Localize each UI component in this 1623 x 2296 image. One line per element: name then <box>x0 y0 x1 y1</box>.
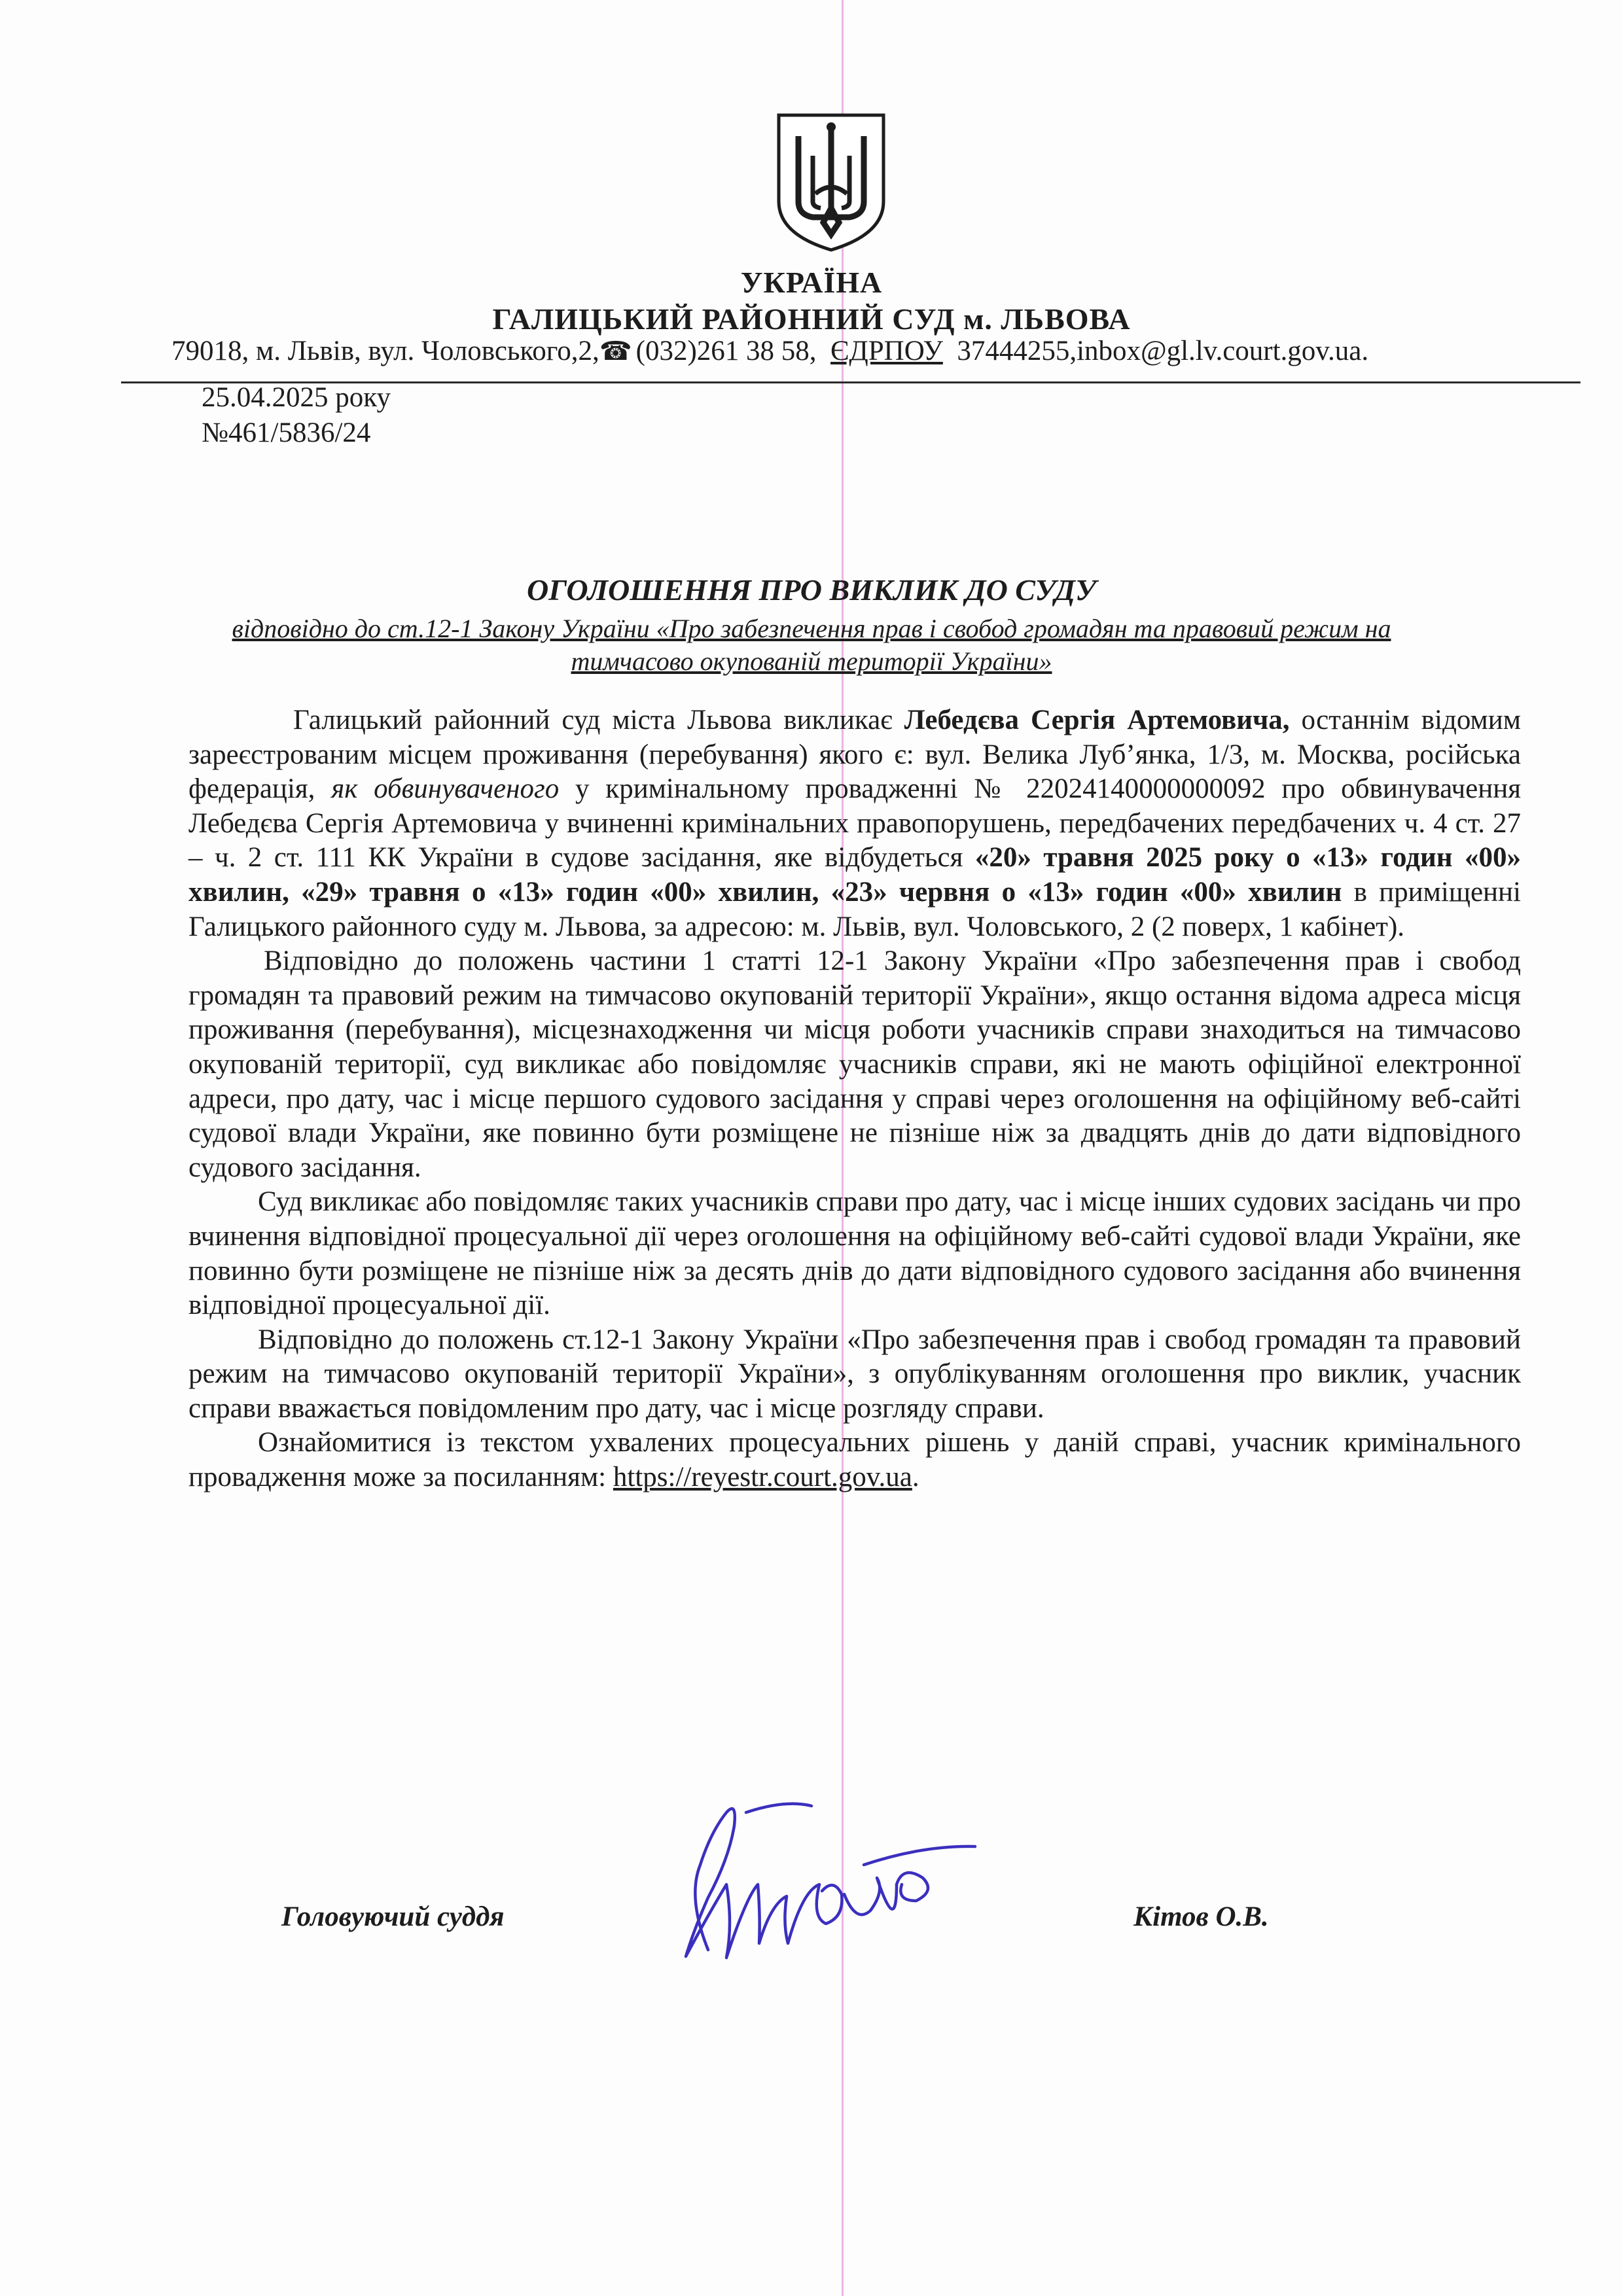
court-phone: (032)261 38 58, <box>635 336 817 366</box>
edrpou-label: ЄДРПОУ <box>830 336 943 366</box>
phone-icon: ☎ <box>599 336 632 366</box>
court-contacts <box>171 335 1572 367</box>
hearing-location: в приміщенні Галицького районного суду м. Львова, за адресою: м. Львів, вул. Чоловського, 2 (2 поверх, 1 кабінет). <box>188 876 1522 942</box>
accused-address: останнім відомим зареєстрованим місцем проживання (перебування) якого є: вул. Велика Луб’янка, 1/3, м. Москва, російська федерація, <box>188 705 1521 805</box>
handwritten-signature <box>648 1786 988 1983</box>
summons-intro: Галицький районний суд міста Львова викликає <box>293 705 904 735</box>
document-date: 25.04.2025 року <box>202 382 391 413</box>
hearing-dates: «20» травня 2025 року о «13» годин «00» хвилин, «29» травня о «13» годин «00» хвилин, «23» червня о «13» годин «00» хвилин <box>188 842 1521 908</box>
judge-role: Головуючий суддя <box>281 1901 505 1932</box>
notice-body <box>188 703 1521 1495</box>
paragraph-law-other-hearings: Суд викликає або повідомляє таких учасників справи про дату, час і місце інших судових засідань чи про вчинення відповідної процесуальної дії через оголошення на офіційному веб-сайті судової влади України, яке повинно бути розміщене не пізніше ніж за десять днів до дати відповідного судового засідання або вчинення відповідної процесуальної дії. <box>188 1186 1521 1321</box>
court-heading: ГАЛИЦЬКИЙ РАЙОННИЙ СУД м. ЛЬВОВА <box>492 302 1131 336</box>
registry-end: . <box>912 1462 919 1493</box>
paragraph-law-first-hearing: Відповідно до положень частини 1 статті 12-1 Закону України «Про забезпечення прав і свобод громадян та правовий режим на тимчасово окупованій території України», якщо остання відома адреса місця проживання (перебування), місцезнаходження чи місця роботи учасників справи знаходиться на тимчасово окупованій території, суд викликає або повідомляє учасників справи, які не мають офіційної електронної адреси, про дату, час і місце першого судового засідання у справі через оголошення на офіційному веб-сайті судової влади України, яке повинно бути розміщене не пізніше ніж за двадцять днів до дати відповідного судового засідання. <box>188 945 1521 1183</box>
case-details: у кримінальному провадженні № 22024140000000092 про обвинувачення Лебедєва Сергія Артемовича у вчиненні кримінальних правопорушень, передбачених передбачених ч. 4 ст. 27 – ч. 2 ст. 111 КК України в судове засідання, яке відбудеться <box>188 773 1521 874</box>
paragraph-summons <box>188 703 1521 944</box>
accused-name: Лебедєва Сергія Артемовича, <box>904 705 1290 735</box>
country-heading: УКРАЇНА <box>740 266 883 299</box>
registry-text: Ознайомитися із текстом ухвалених процесуальних рішень у даній справі, учасник кримінального провадження може за посиланням: <box>188 1427 1521 1493</box>
notice-title: ОГОЛОШЕННЯ ПРО ВИКЛИК ДО СУДУ <box>527 573 1096 607</box>
paragraph-registry <box>188 1426 1521 1494</box>
coat-of-arms-icon <box>772 110 890 255</box>
judge-name: Кітов О.В. <box>1133 1901 1269 1932</box>
edrpou-and-email: 37444255,inbox@gl.lv.court.gov.ua. <box>957 336 1369 366</box>
court-address: 79018, м. Львів, вул. Чоловського,2, <box>171 336 599 366</box>
registry-link[interactable]: https://reyestr.court.gov.ua <box>613 1462 912 1493</box>
paragraph-notification: Відповідно до положень ст.12-1 Закону України «Про забезпечення прав і свобод громадян та правовий режим на тимчасово окупованій території України», з опублікуванням оголошення про виклик, учасник справи вважається повідомленим про дату, час і місце розгляду справи. <box>188 1324 1521 1424</box>
case-number: №461/5836/24 <box>202 417 371 448</box>
accused-role: як обвинуваченого <box>331 773 560 805</box>
notice-subtitle: відповідно до ст.12-1 Закону України «Про забезпечення прав і свобод громадян та правовий режим на тимчасово окупованій території України» <box>232 614 1391 676</box>
